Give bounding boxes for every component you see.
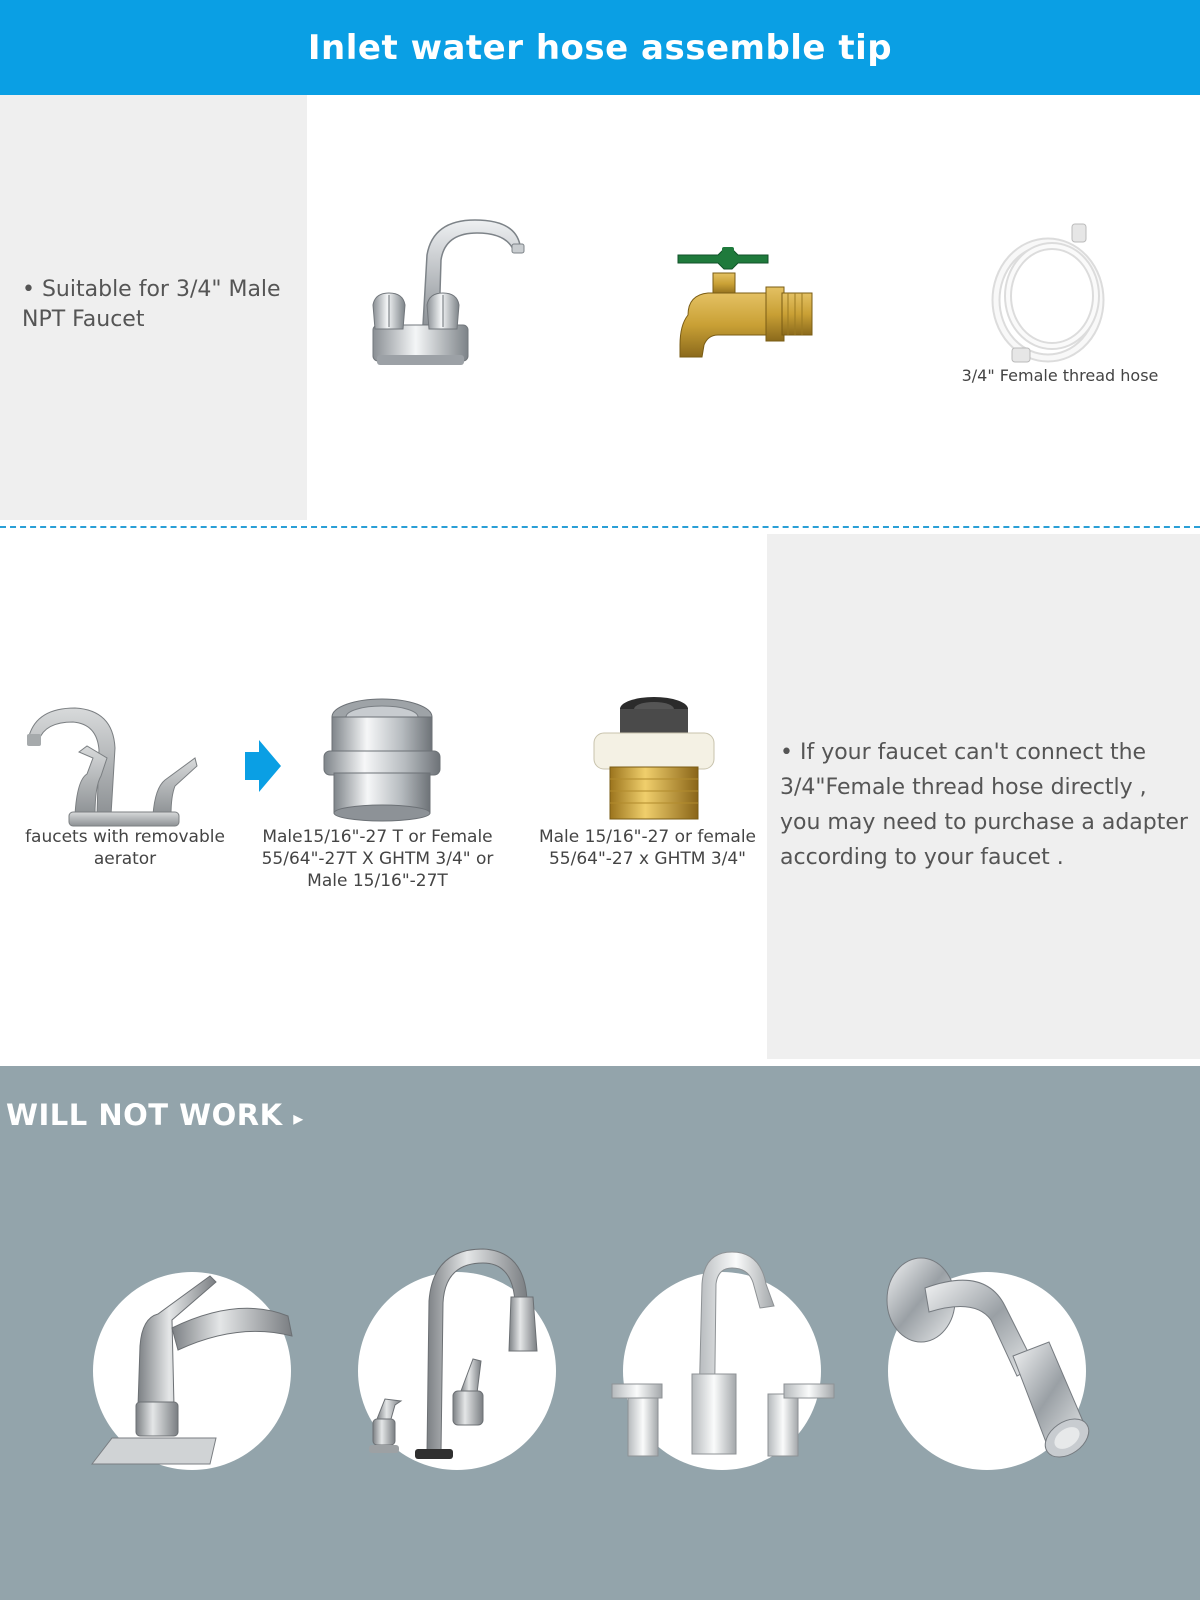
hose-caption: 3/4" Female thread hose xyxy=(961,366,1159,385)
brass-adapter-caption: Male 15/16"-27 or female 55/64"-27 x GHTM 3/4" xyxy=(538,827,757,869)
section-adapter xyxy=(0,530,1200,1065)
chevron-right-icon: ▸ xyxy=(293,1106,304,1130)
shower-head-image xyxy=(885,1246,1095,1466)
dashed-divider xyxy=(0,526,1200,528)
will-not-work-label: WILL NOT WORK xyxy=(6,1098,283,1132)
pull-out-faucet-image xyxy=(88,1256,300,1476)
grey-note-panel xyxy=(0,95,307,520)
white-hose-image xyxy=(990,220,1120,370)
will-not-work-heading xyxy=(6,1098,304,1132)
header-banner xyxy=(0,0,1200,95)
arrow-right-icon xyxy=(245,740,281,792)
adapter-note: • If your faucet can't connect the 3/4"Female thread hose directly , you may need to purchase a adapter according to your faucet . xyxy=(780,740,1188,870)
double-handle-faucet-image xyxy=(365,215,535,380)
widespread-faucet-image xyxy=(608,1244,838,1464)
aerator-faucet-image xyxy=(25,700,205,830)
page-title: Inlet water hose assemble tip xyxy=(307,27,893,68)
chrome-adapter-caption: Male15/16"-27 T or Female 55/64"-27T X GHTM 3/4" or Male 15/16"-27T xyxy=(261,827,494,891)
brass-hose-bibb-image xyxy=(658,245,818,365)
section-male-npt xyxy=(0,95,1200,525)
section-will-not-work xyxy=(0,1066,1200,1600)
npt-note: • Suitable for 3/4" Male NPT Faucet xyxy=(22,277,281,332)
aerator-faucet-caption: faucets with removable aerator xyxy=(25,827,225,869)
brass-adapter-image xyxy=(592,695,717,830)
gooseneck-faucet-image xyxy=(365,1241,555,1466)
chrome-adapter-image xyxy=(320,695,445,825)
